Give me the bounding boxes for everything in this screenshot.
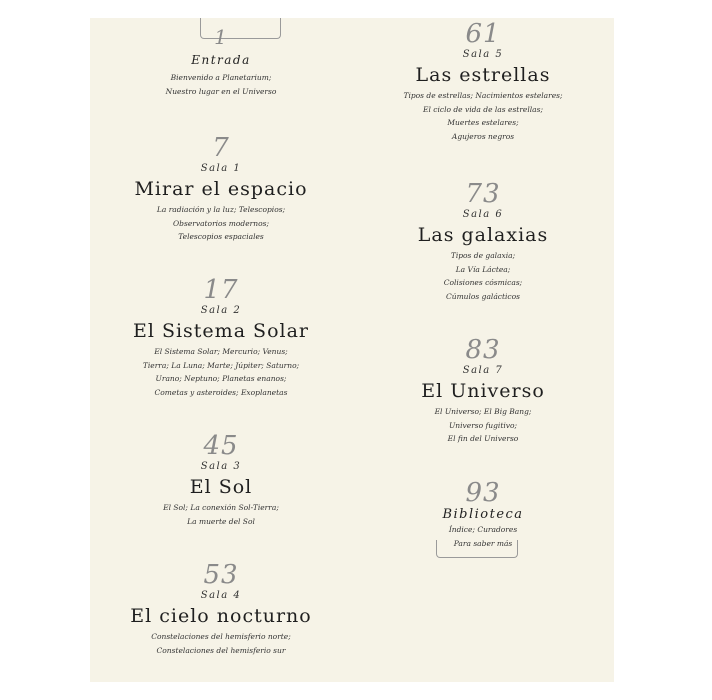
subtopic-line: El ciclo de vida de las estrellas;	[423, 104, 543, 114]
section-title: El Sol	[189, 476, 253, 498]
subtopic-line: Observatorios modernos;	[173, 218, 269, 228]
subtopic-line: Constelaciones del hemisferio norte;	[151, 632, 291, 641]
subtopic-line: Colisiones cósmicas;	[443, 278, 523, 287]
subtopic-line: Muertes estelares;	[447, 118, 519, 127]
subtopic-line: Cúmulos galácticos	[446, 291, 520, 301]
subtopic-line: Constelaciones del hemisferio sur	[156, 645, 286, 655]
subtopic-line: Para saber más	[453, 538, 513, 548]
room-label: Sala 7	[462, 365, 504, 376]
page-number: 7	[212, 133, 230, 163]
subtopic-line: El fin del Universo	[447, 434, 519, 443]
toc-entry-biblioteca[interactable]	[352, 479, 614, 550]
section-title: El Sistema Solar	[132, 320, 310, 342]
subtopic-line: El Universo; El Big Bang;	[434, 407, 532, 416]
page-number: 53	[203, 560, 239, 590]
toc-entry-sala-5[interactable]	[352, 20, 614, 143]
page-number: 1	[214, 25, 228, 49]
toc-entry-sala-4[interactable]	[90, 561, 352, 657]
toc-entry-sala-6[interactable]	[352, 180, 614, 303]
subtopic-line: Agujeros negros	[451, 131, 515, 141]
subtopic-line: Cometas y asteroides; Exoplanetas	[154, 387, 288, 397]
section-title: Mirar el espacio	[134, 178, 308, 200]
toc-entry-sala-7[interactable]	[352, 336, 614, 446]
page-number: 83	[465, 335, 501, 365]
room-label: Sala 5	[462, 49, 504, 60]
subtopic-line: Tierra; La Luna; Marte; Júpiter; Saturno;	[142, 360, 300, 370]
room-label: Sala 1	[200, 163, 242, 174]
subtopic-line: La muerte del Sol	[187, 516, 255, 526]
subtopic-line: Urano; Neptuno; Planetas enanos;	[155, 374, 287, 383]
room-label: Sala 2	[200, 305, 242, 316]
page-number: 45	[203, 431, 239, 461]
subtopic-line: La radiación y la luz; Telescopios;	[156, 205, 286, 214]
subtopic-line: El Sol; La conexión Sol-Tierra;	[163, 503, 279, 512]
subtopic-line: Índice; Curadores	[448, 525, 518, 534]
subtopic-line: Tipos de galaxia;	[450, 251, 516, 260]
subtopic-line: La Vía Láctea;	[455, 264, 511, 274]
room-label: Sala 3	[200, 461, 242, 472]
page-number: 73	[465, 179, 501, 209]
subtopic-line: Nuestro lugar en el Universo	[165, 86, 277, 96]
subtopic-line: Telescopios espaciales	[178, 232, 264, 241]
toc-entry-sala-1[interactable]	[90, 134, 352, 244]
page-number: 93	[465, 478, 501, 508]
toc-entry-sala-3[interactable]	[90, 432, 352, 528]
contents-page	[90, 18, 614, 682]
section-title: Las estrellas	[415, 64, 551, 86]
page-number: 17	[203, 275, 239, 305]
subtopic-line: El Sistema Solar; Mercurio; Venus;	[154, 347, 288, 356]
toc-entry-entrada[interactable]	[90, 26, 352, 98]
page-number: 61	[465, 19, 501, 49]
subtopic-line: Bienvenido a Planetarium;	[170, 73, 272, 82]
room-label: Sala 6	[462, 209, 504, 220]
section-title: Entrada	[191, 53, 251, 67]
section-title: Biblioteca	[442, 507, 524, 522]
section-title: El Universo	[421, 380, 545, 402]
room-label: Sala 4	[200, 590, 242, 601]
subtopic-line: Universo fugitivo;	[448, 420, 518, 430]
section-title: El cielo nocturno	[130, 605, 312, 627]
section-title: Las galaxias	[417, 224, 549, 246]
toc-entry-sala-2[interactable]	[90, 276, 352, 399]
subtopic-line: Tipos de estrellas; Nacimientos estelares;	[403, 91, 563, 100]
